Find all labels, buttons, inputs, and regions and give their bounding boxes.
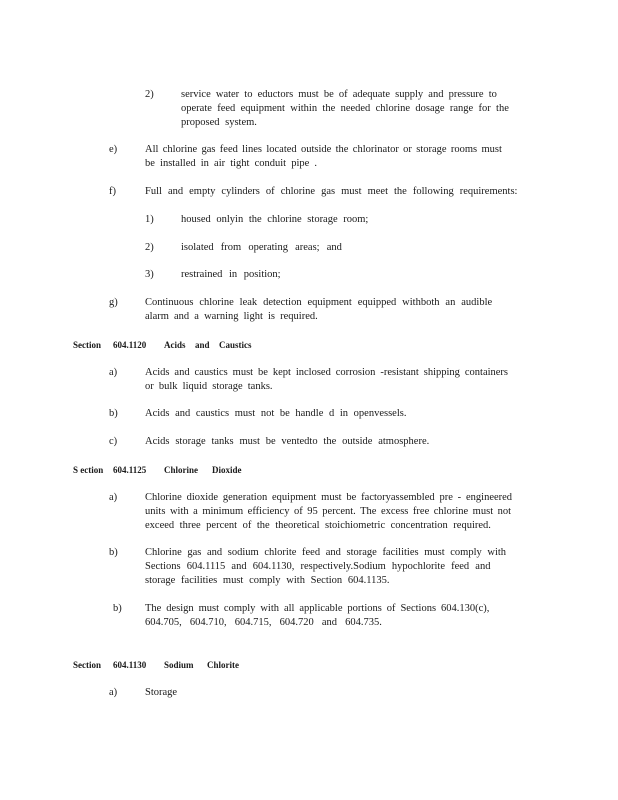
list-marker: c) <box>109 436 118 447</box>
section-title: Chlorine <box>164 465 199 475</box>
section-label: S ection <box>73 465 104 475</box>
paragraph-line: restrained in position; <box>181 269 281 280</box>
paragraph-line: storage facilities must comply with Section 604.1135. <box>145 575 390 586</box>
paragraph-line: housed onlyin the chlorine storage room; <box>181 214 369 225</box>
paragraph-line: operate feed equipment within the needed chlorine dosage range for the <box>181 103 509 114</box>
list-marker: a) <box>109 687 118 698</box>
list-marker: b) <box>109 408 118 419</box>
section-number: 604.1125 <box>113 465 147 475</box>
paragraph-line: units with a minimum efficiency of 95 percent. The excess free chlorine must not <box>145 506 512 517</box>
section-label: Section <box>73 660 101 670</box>
paragraph-line: 604.705, 604.710, 604.715, 604.720 and 604.735. <box>145 617 382 628</box>
paragraph-line: isolated from operating areas; and <box>181 242 342 253</box>
paragraph-line: alarm and a warning light is required. <box>145 311 318 322</box>
section-title: Acids <box>164 340 186 350</box>
section-title: Chlorite <box>207 660 239 670</box>
paragraph-line: Storage <box>145 687 178 698</box>
paragraph-line: The design must comply with all applicable portions of Sections 604.130(c), <box>145 603 490 614</box>
section-number: 604.1120 <box>113 340 147 350</box>
section-number: 604.1130 <box>113 660 147 670</box>
paragraph-line: Chlorine dioxide generation equipment must be factoryassembled pre - engineered <box>145 492 513 503</box>
list-marker: 2) <box>145 89 154 100</box>
paragraph-line: Full and empty cylinders of chlorine gas must meet the following requirements: <box>145 186 518 197</box>
list-marker: b) <box>113 603 122 614</box>
list-marker: a) <box>109 367 118 378</box>
paragraph-line: Chlorine gas and sodium chlorite feed and storage facilities must comply with <box>145 547 507 558</box>
list-marker: 2) <box>145 242 154 253</box>
list-marker: 1) <box>145 214 154 225</box>
list-marker: e) <box>109 144 118 155</box>
paragraph-line: proposed system. <box>181 117 257 128</box>
paragraph-line: Continuous chlorine leak detection equipment equipped withboth an audible <box>145 297 493 308</box>
paragraph-line: service water to eductors must be of adequate supply and pressure to <box>181 89 497 100</box>
list-marker: f) <box>109 186 116 197</box>
list-marker: 3) <box>145 269 154 280</box>
section-title: Sodium <box>164 660 194 670</box>
list-marker: a) <box>109 492 118 503</box>
paragraph-line: or bulk liquid storage tanks. <box>145 381 273 392</box>
paragraph-line: Acids storage tanks must be ventedto the outside atmosphere. <box>145 436 430 447</box>
section-label: Section <box>73 340 101 350</box>
list-marker: g) <box>109 297 118 308</box>
list-marker: b) <box>109 547 118 558</box>
paragraph-line: be installed in air tight conduit pipe . <box>145 158 318 169</box>
paragraph-line: Acids and caustics must be kept inclosed corrosion -resistant shipping containers <box>145 367 509 378</box>
paragraph-line: Sections 604.1115 and 604.1130, respectively.Sodium hypochlorite feed and <box>145 561 491 572</box>
paragraph-line: exceed three percent of the theoretical stoichiometric concentration required. <box>145 520 491 531</box>
section-title: Caustics <box>219 340 252 350</box>
section-title: and <box>195 340 210 350</box>
section-title: Dioxide <box>212 465 242 475</box>
paragraph-line: All chlorine gas feed lines located outside the chlorinator or storage rooms must <box>145 144 502 155</box>
paragraph-line: Acids and caustics must not be handle d in openvessels. <box>145 408 407 419</box>
